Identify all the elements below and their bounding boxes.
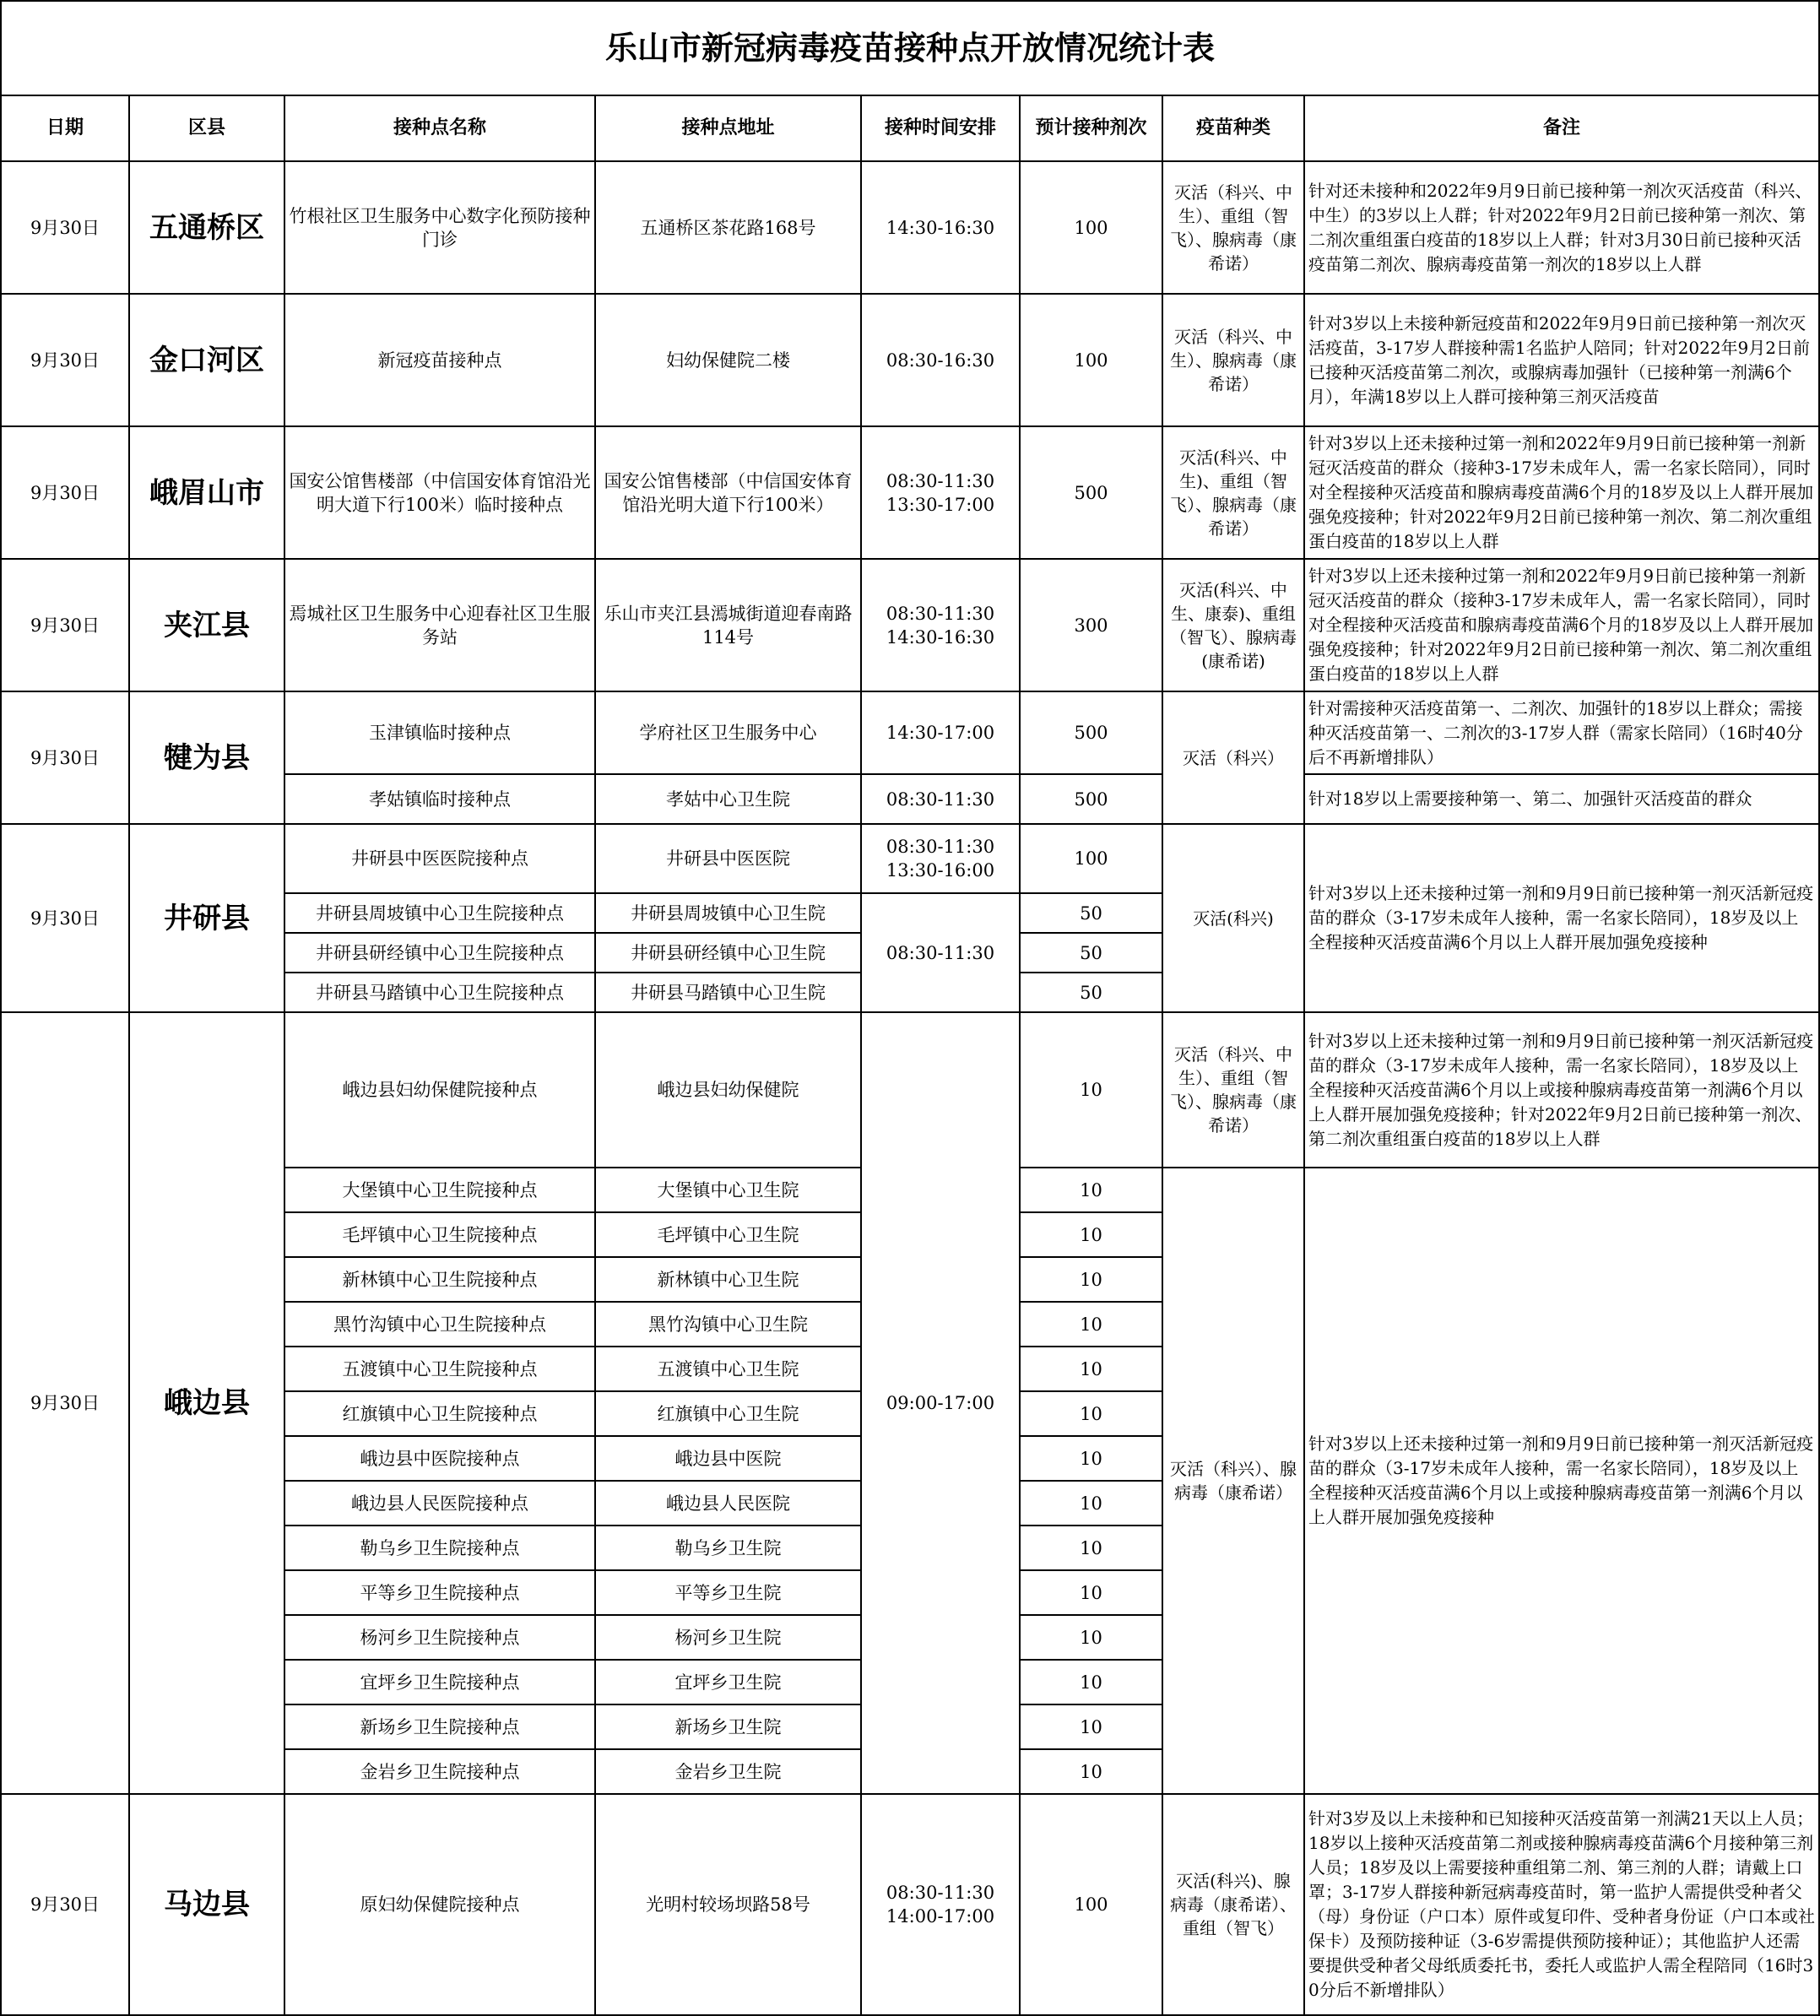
site-name-cell: 孝姑镇临时接种点 — [284, 774, 595, 824]
site-name-cell: 原妇幼保健院接种点 — [284, 1794, 595, 2015]
date-cell: 9月30日 — [1, 426, 129, 559]
site-address-cell: 大堡镇中心卫生院 — [595, 1168, 861, 1212]
site-address-cell: 平等乡卫生院 — [595, 1570, 861, 1615]
header-site-address: 接种点地址 — [595, 95, 861, 161]
doses-cell: 10 — [1020, 1749, 1162, 1794]
time-cell — [861, 1012, 1020, 1794]
date-cell: 9月30日 — [1, 161, 129, 294]
table-row — [1, 294, 1819, 426]
district-cell: 犍为县 — [129, 691, 284, 824]
date-cell: 9月30日 — [1, 691, 129, 824]
table-row — [1, 691, 1819, 774]
time-slot: 13:30-16:00 — [886, 860, 995, 881]
remarks-cell: 针对3岁以上还未接种过第一剂和9月9日前已接种第一剂灭活新冠疫苗的群众（3-17岁未成年人接种，需一名家长陪同），18岁及以上全程接种灭活疫苗满6个月以上或接种腺病毒疫苗第一剂满6个月以上人群开展加强免疫接种 — [1304, 1168, 1819, 1794]
site-name-cell: 平等乡卫生院接种点 — [284, 1570, 595, 1615]
site-address-cell: 勒乌乡卫生院 — [595, 1526, 861, 1570]
doses-cell: 10 — [1020, 1704, 1162, 1749]
site-name-cell: 五渡镇中心卫生院接种点 — [284, 1347, 595, 1391]
site-name-cell: 新冠疫苗接种点 — [284, 294, 595, 426]
time-slot: 08:30-11:30 — [886, 1883, 995, 1903]
site-address-cell: 井研县中医医院 — [595, 824, 861, 893]
time-cell — [861, 559, 1020, 691]
district-cell: 井研县 — [129, 824, 284, 1012]
time-slot: 13:30-17:00 — [886, 494, 995, 515]
site-address-cell: 峨边县妇幼保健院 — [595, 1012, 861, 1168]
table-row — [1, 1794, 1819, 2015]
time-slot: 08:30-11:30 — [886, 837, 995, 857]
remarks-cell: 针对3岁以上还未接种过第一剂和2022年9月9日前已接种第一剂新冠灭活疫苗的群众（接种3-17岁未成年人，需一名家长陪同），同时对全程接种灭活疫苗和腺病毒疫苗满6个月的18岁及以上人群开展加强免疫接种；针对2022年9月2日前已接种第一剂次、第二剂次重组蛋白疫苗的18岁以上人群 — [1304, 426, 1819, 559]
vaccine-type-cell: 灭活（科兴、中生）、腺病毒（康希诺） — [1162, 294, 1304, 426]
time-slot: 14:30-17:00 — [886, 723, 995, 743]
table-row — [1, 161, 1819, 294]
remarks-cell: 针对需接种灭活疫苗第一、二剂次、加强针的18岁以上群众；需接种灭活疫苗第一、二剂次的3-17岁人群（需家长陪同）（16时40分后不再新增排队） — [1304, 691, 1819, 774]
remarks-cell: 针对3岁及以上未接种和已知接种灭活疫苗第一剂满21天以上人员；18岁以上接种灭活疫苗第二剂或接种腺病毒疫苗满6个月接种第三剂人员；18岁及以上需要接种重组第二剂、第三剂的人群；请戴上口罩；3-17岁人群接种新冠病毒疫苗时，第一监护人需提供受种者父（母）身份证（户口本）原件或复印件、受种者身份证（户口本或社保卡）及预防接种证（3-6岁需提供预防接种证）；其他监护人还需要提供受种者父母纸质委托书，委托人或监护人需全程陪同（16时30分后不新增排队） — [1304, 1794, 1819, 2015]
doses-cell: 100 — [1020, 161, 1162, 294]
site-address-cell: 国安公馆售楼部（中信国安体育馆沿光明大道下行100米） — [595, 426, 861, 559]
district-cell: 夹江县 — [129, 559, 284, 691]
doses-cell: 10 — [1020, 1570, 1162, 1615]
doses-cell: 10 — [1020, 1012, 1162, 1168]
doses-cell: 10 — [1020, 1168, 1162, 1212]
site-address-cell: 五通桥区茶花路168号 — [595, 161, 861, 294]
site-name-cell: 井研县研经镇中心卫生院接种点 — [284, 933, 595, 973]
time-cell — [861, 691, 1020, 774]
vaccine-type-cell: 灭活（科兴）、腺病毒（康希诺） — [1162, 1168, 1304, 1794]
vaccine-type-cell: 灭活（科兴、中生）、重组（智飞）、腺病毒（康希诺） — [1162, 1012, 1304, 1168]
time-cell — [861, 893, 1020, 1012]
time-cell — [861, 294, 1020, 426]
remarks-cell: 针对还未接种和2022年9月9日前已接种第一剂次灭活疫苗（科兴、中生）的3岁以上人群；针对2022年9月2日前已接种第一剂次、第二剂次重组蛋白疫苗的18岁以上人群；针对3月30日前已接种灭活疫苗第二剂次、腺病毒疫苗第一剂次的18岁以上人群 — [1304, 161, 1819, 294]
doses-cell: 10 — [1020, 1526, 1162, 1570]
date-cell: 9月30日 — [1, 294, 129, 426]
site-name-cell: 毛坪镇中心卫生院接种点 — [284, 1212, 595, 1257]
site-name-cell: 勒乌乡卫生院接种点 — [284, 1526, 595, 1570]
time-slot: 14:30-16:30 — [886, 217, 995, 238]
site-name-cell: 峨边县妇幼保健院接种点 — [284, 1012, 595, 1168]
time-slot: 08:30-11:30 — [886, 603, 995, 624]
table-row — [1, 559, 1819, 691]
doses-cell: 50 — [1020, 893, 1162, 933]
site-name-cell: 金岩乡卫生院接种点 — [284, 1749, 595, 1794]
doses-cell: 10 — [1020, 1481, 1162, 1526]
doses-cell: 10 — [1020, 1347, 1162, 1391]
vaccine-type-cell: 灭活(科兴) — [1162, 824, 1304, 1012]
doses-cell: 100 — [1020, 1794, 1162, 2015]
site-name-cell: 峨边县中医院接种点 — [284, 1436, 595, 1481]
doses-cell: 10 — [1020, 1212, 1162, 1257]
district-cell: 五通桥区 — [129, 161, 284, 294]
remarks-cell: 针对3岁以上还未接种过第一剂和2022年9月9日前已接种第一剂新冠灭活疫苗的群众（接种3-17岁未成年人，需一名家长陪同），同时对全程接种灭活疫苗和腺病毒疫苗满6个月的18岁及以上人群开展加强免疫接种；针对2022年9月2日前已接种第一剂次、第二剂次重组蛋白疫苗的18岁以上人群 — [1304, 559, 1819, 691]
site-address-cell: 孝姑中心卫生院 — [595, 774, 861, 824]
district-cell: 马边县 — [129, 1794, 284, 2015]
time-slot: 14:30-16:30 — [886, 626, 995, 648]
site-name-cell: 竹根社区卫生服务中心数字化预防接种门诊 — [284, 161, 595, 294]
vaccine-type-cell: 灭活（科兴） — [1162, 691, 1304, 824]
doses-cell: 500 — [1020, 426, 1162, 559]
date-cell: 9月30日 — [1, 824, 129, 1012]
time-slot: 08:30-11:30 — [886, 470, 995, 491]
doses-cell: 10 — [1020, 1615, 1162, 1660]
site-address-cell: 光明村较场坝路58号 — [595, 1794, 861, 2015]
date-cell: 9月30日 — [1, 1012, 129, 1794]
site-address-cell: 杨河乡卫生院 — [595, 1615, 861, 1660]
remarks-cell: 针对3岁以上未接种新冠疫苗和2022年9月9日前已接种第一剂次灭活疫苗，3-17岁人群接种需1名监护人陪同；针对2022年9月2日前已接种灭活疫苗第二剂次，或腺病毒加强针（已接种第一剂满6个月），年满18岁以上人群可接种第三剂灭活疫苗 — [1304, 294, 1819, 426]
site-address-cell: 毛坪镇中心卫生院 — [595, 1212, 861, 1257]
header-row — [1, 95, 1819, 161]
doses-cell: 500 — [1020, 774, 1162, 824]
header-remarks: 备注 — [1304, 95, 1819, 161]
time-cell — [861, 824, 1020, 893]
site-name-cell: 玉津镇临时接种点 — [284, 691, 595, 774]
site-address-cell: 乐山市夹江县漹城街道迎春南路114号 — [595, 559, 861, 691]
vaccine-type-cell: 灭活(科兴)、腺病毒（康希诺）、重组（智飞） — [1162, 1794, 1304, 2015]
site-name-cell: 井研县周坡镇中心卫生院接种点 — [284, 893, 595, 933]
doses-cell: 100 — [1020, 824, 1162, 893]
site-address-cell: 新场乡卫生院 — [595, 1704, 861, 1749]
site-name-cell: 国安公馆售楼部（中信国安体育馆沿光明大道下行100米）临时接种点 — [284, 426, 595, 559]
site-name-cell: 峨边县人民医院接种点 — [284, 1481, 595, 1526]
remarks-cell: 针对18岁以上需要接种第一、第二、加强针灭活疫苗的群众 — [1304, 774, 1819, 824]
doses-cell: 500 — [1020, 691, 1162, 774]
remarks-cell: 针对3岁以上还未接种过第一剂和9月9日前已接种第一剂灭活新冠疫苗的群众（3-17岁未成年人接种，需一名家长陪同），18岁及以上全程接种灭活疫苗满6个月以上或接种腺病毒疫苗第一剂满6个月以上人群开展加强免疫接种；针对2022年9月2日前已接种第一剂次、第二剂次重组蛋白疫苗的18岁以上人群 — [1304, 1012, 1819, 1168]
doses-cell: 300 — [1020, 559, 1162, 691]
site-address-cell: 峨边县中医院 — [595, 1436, 861, 1481]
time-cell — [861, 1794, 1020, 2015]
district-cell: 峨边县 — [129, 1012, 284, 1794]
site-address-cell: 井研县马踏镇中心卫生院 — [595, 973, 861, 1012]
header-site-name: 接种点名称 — [284, 95, 595, 161]
site-name-cell: 新林镇中心卫生院接种点 — [284, 1257, 595, 1302]
site-name-cell: 井研县马踏镇中心卫生院接种点 — [284, 973, 595, 1012]
doses-cell: 10 — [1020, 1302, 1162, 1347]
site-address-cell: 黑竹沟镇中心卫生院 — [595, 1302, 861, 1347]
date-cell: 9月30日 — [1, 1794, 129, 2015]
site-name-cell: 杨河乡卫生院接种点 — [284, 1615, 595, 1660]
site-name-cell: 黑竹沟镇中心卫生院接种点 — [284, 1302, 595, 1347]
time-slot: 14:00-17:00 — [886, 1906, 995, 1927]
site-name-cell: 红旗镇中心卫生院接种点 — [284, 1391, 595, 1436]
page-title: 乐山市新冠病毒疫苗接种点开放情况统计表 — [1, 1, 1819, 95]
vaccine-type-cell: 灭活(科兴、中生、康泰)、重组（智飞）、腺病毒(康希诺) — [1162, 559, 1304, 691]
site-name-cell: 大堡镇中心卫生院接种点 — [284, 1168, 595, 1212]
doses-cell: 10 — [1020, 1660, 1162, 1704]
doses-cell: 10 — [1020, 1257, 1162, 1302]
time-slot: 09:00-17:00 — [886, 1393, 995, 1413]
site-address-cell: 金岩乡卫生院 — [595, 1749, 861, 1794]
header-district: 区县 — [129, 95, 284, 161]
time-cell — [861, 426, 1020, 559]
site-address-cell: 学府社区卫生服务中心 — [595, 691, 861, 774]
doses-cell: 100 — [1020, 294, 1162, 426]
site-name-cell: 新场乡卫生院接种点 — [284, 1704, 595, 1749]
remarks-cell: 针对3岁以上还未接种过第一剂和9月9日前已接种第一剂灭活新冠疫苗的群众（3-17岁未成年人接种，需一名家长陪同），18岁及以上全程接种灭活疫苗满6个月以上人群开展加强免疫接种 — [1304, 824, 1819, 1012]
table-row — [1, 426, 1819, 559]
date-cell: 9月30日 — [1, 559, 129, 691]
header-vaccine-type: 疫苗种类 — [1162, 95, 1304, 161]
time-cell — [861, 774, 1020, 824]
vaccine-type-cell: 灭活（科兴、中生）、重组（智飞）、腺病毒（康希诺） — [1162, 161, 1304, 294]
header-date: 日期 — [1, 95, 129, 161]
doses-cell: 10 — [1020, 1391, 1162, 1436]
site-address-cell: 井研县研经镇中心卫生院 — [595, 933, 861, 973]
time-slot: 08:30-11:30 — [886, 789, 995, 810]
doses-cell: 10 — [1020, 1436, 1162, 1481]
vaccine-type-cell: 灭活(科兴、中生)、重组（智飞）、腺病毒（康希诺） — [1162, 426, 1304, 559]
header-time: 接种时间安排 — [861, 95, 1020, 161]
table-row — [1, 1012, 1819, 1168]
site-address-cell: 井研县周坡镇中心卫生院 — [595, 893, 861, 933]
district-cell: 金口河区 — [129, 294, 284, 426]
time-cell — [861, 161, 1020, 294]
site-address-cell: 五渡镇中心卫生院 — [595, 1347, 861, 1391]
site-name-cell: 井研县中医医院接种点 — [284, 824, 595, 893]
table-row — [1, 824, 1819, 893]
header-doses: 预计接种剂次 — [1020, 95, 1162, 161]
site-address-cell: 宜坪乡卫生院 — [595, 1660, 861, 1704]
site-address-cell: 峨边县人民医院 — [595, 1481, 861, 1526]
doses-cell: 50 — [1020, 933, 1162, 973]
doses-cell: 50 — [1020, 973, 1162, 1012]
site-address-cell: 新林镇中心卫生院 — [595, 1257, 861, 1302]
district-cell: 峨眉山市 — [129, 426, 284, 559]
site-name-cell: 焉城社区卫生服务中心迎春社区卫生服务站 — [284, 559, 595, 691]
site-address-cell: 妇幼保健院二楼 — [595, 294, 861, 426]
time-slot: 08:30-16:30 — [886, 350, 995, 371]
site-address-cell: 红旗镇中心卫生院 — [595, 1391, 861, 1436]
time-slot: 08:30-11:30 — [886, 942, 995, 963]
site-name-cell: 宜坪乡卫生院接种点 — [284, 1660, 595, 1704]
